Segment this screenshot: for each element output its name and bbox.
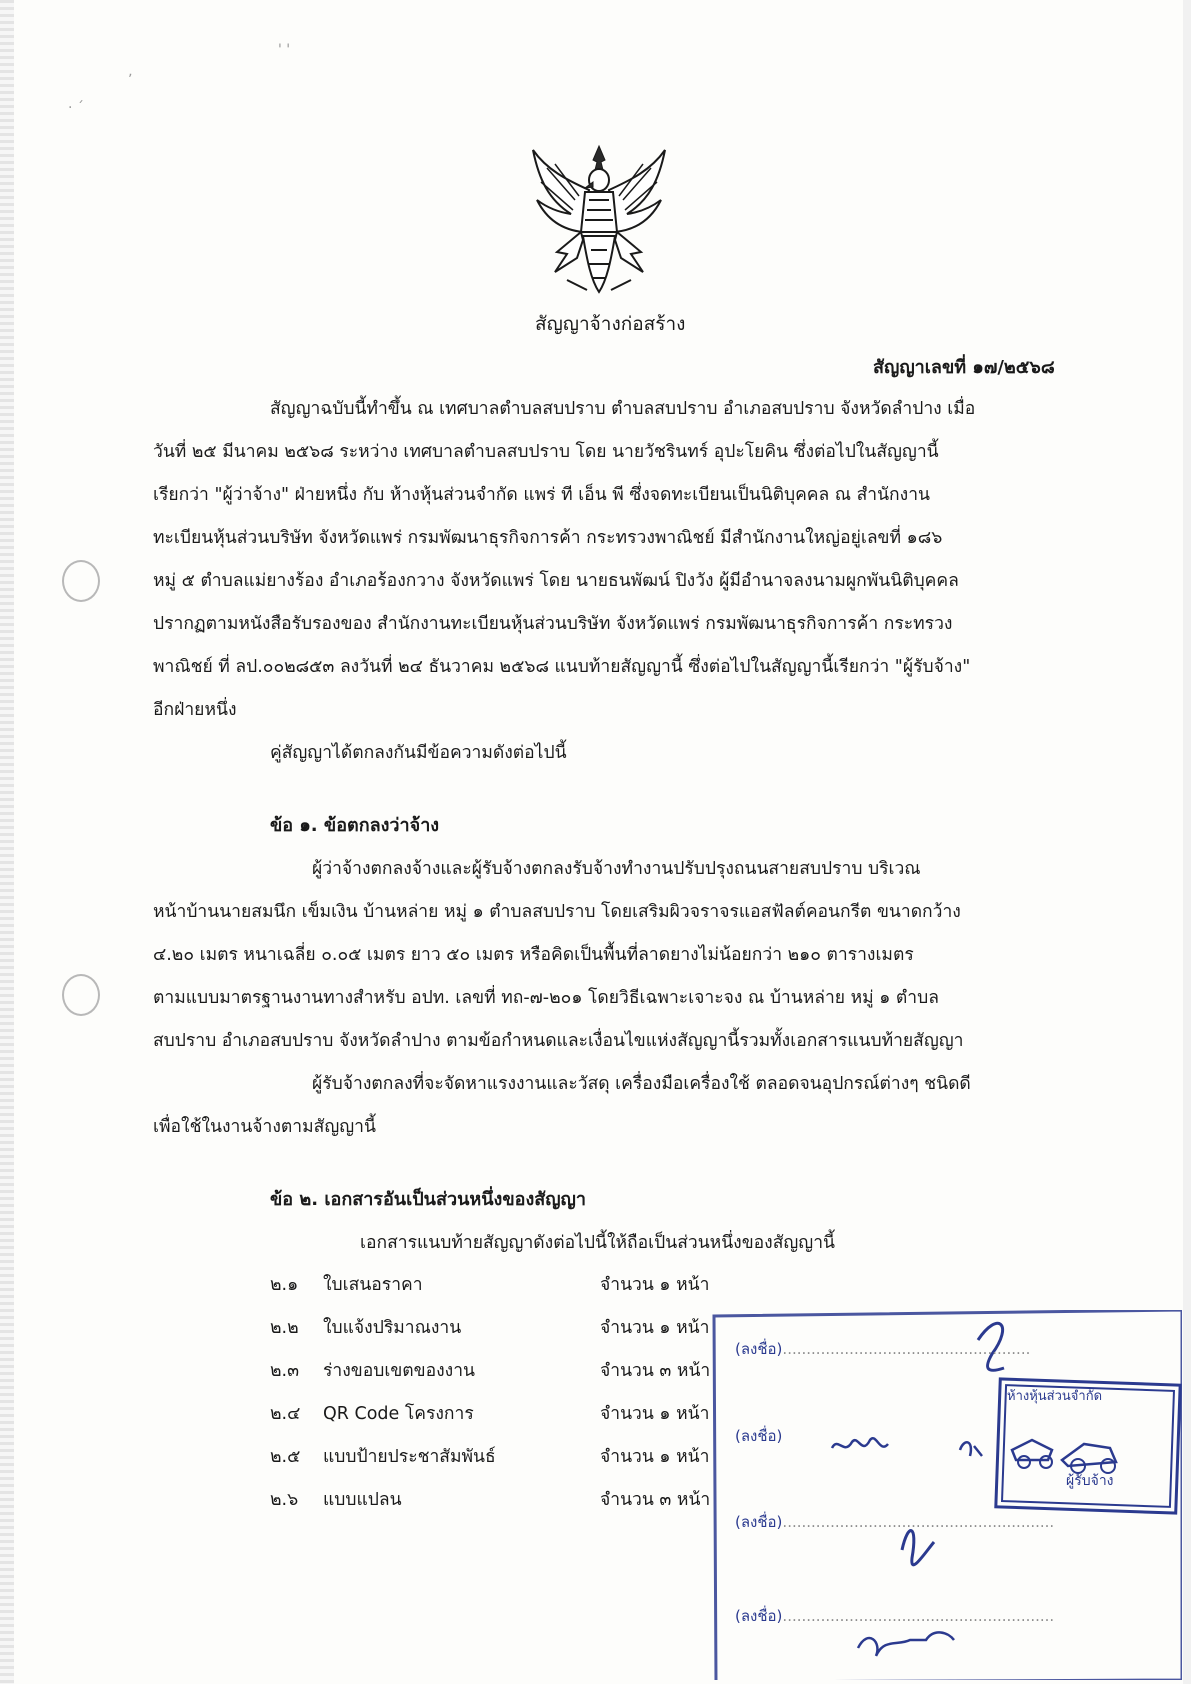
agreement-line: คู่สัญญาได้ตกลงกันมีข้อความดังต่อไปนี้ xyxy=(270,743,567,763)
punch-hole-top xyxy=(62,560,100,602)
garuda-emblem-icon xyxy=(527,140,671,300)
item-number: ๒.๕ xyxy=(270,1447,301,1467)
clause-1-line: สบปราบ อำเภอสบปราบ จังหวัดลำปาง ตามข้อกำหนดและเงื่อนไขแห่งสัญญานี้รวมทั้งเอกสารแนบท้ายสัญญา xyxy=(153,1031,964,1051)
signature-label: (ลงชื่อ) xyxy=(735,1340,783,1358)
intro-line: ปรากฏตามหนังสือรับรองของ สำนักงานทะเบียนหุ้นส่วนบริษัท จังหวัดแพร่ กรมพัฒนาธุรกิจการค้า กระทรวง xyxy=(153,614,953,634)
clause-1-line: ตามแบบมาตรฐานงานทางสำหรับ อปท. เลขที่ ทถ-๗-๒๐๑ โดยวิธีเฉพาะเจาะจง ณ บ้านหล่าย หมู่ ๑ ตำบล xyxy=(153,988,939,1008)
intro-line: พาณิชย์ ที่ ลป.๐๐๒๘๕๓ ลงวันที่ ๒๔ ธันวาคม ๒๕๖๘ แนบท้ายสัญญานี้ ซึ่งต่อไปในสัญญานี้เรียกว่า "ผู้รับจ้าง" xyxy=(153,657,971,677)
item-number: ๒.๖ xyxy=(270,1490,299,1510)
item-qty: จำนวน ๑ หน้า xyxy=(600,1318,710,1338)
clause-1-line: ผู้ว่าจ้างตกลงจ้างและผู้รับจ้างตกลงรับจ้างทำงานปรับปรุงถนนสายสบปราบ บริเวณ xyxy=(312,859,921,879)
signature-label: (ลงชื่อ) xyxy=(735,1427,783,1445)
item-name: QR Code โครงการ xyxy=(323,1404,474,1424)
scan-edge-right xyxy=(1183,0,1191,1684)
signature-line-4: (ลงชื่อ)......................................................... xyxy=(735,1607,1055,1625)
contract-number: สัญญาเลขที่ ๑๗/๒๕๖๘ xyxy=(873,357,1055,378)
scan-edge-left xyxy=(0,0,14,1684)
item-name: แบบแปลน xyxy=(323,1490,402,1510)
scan-speck: ' ' xyxy=(278,42,291,58)
item-qty: จำนวน ๓ หน้า xyxy=(600,1490,711,1510)
clause-2-intro: เอกสารแนบท้ายสัญญาดังต่อไปนี้ให้ถือเป็นส่วนหนึ่งของสัญญานี้ xyxy=(360,1233,836,1253)
item-name: ใบเสนอราคา xyxy=(323,1275,423,1295)
signature-line-1: (ลงชื่อ).................................................... xyxy=(735,1340,1031,1358)
signature-line-3: (ลงชื่อ)......................................................... xyxy=(735,1513,1055,1531)
intro-line: สัญญาฉบับนี้ทำขึ้น ณ เทศบาลตำบลสบปราบ ตำบลสบปราบ อำเภอสบปราบ จังหวัดลำปาง เมื่อ xyxy=(270,399,976,419)
clause-1-heading: ข้อ ๑. ข้อตกลงว่าจ้าง xyxy=(270,815,440,836)
item-number: ๒.๔ xyxy=(270,1404,301,1424)
intro-line: เรียกว่า "ผู้ว่าจ้าง" ฝ่ายหนึ่ง กับ ห้างหุ้นส่วนจำกัด แพร่ ที เอ็น พี ซึ่งจดทะเบียนเป็นนิติบุคคล ณ สำนักงาน xyxy=(153,485,930,505)
intro-line: หมู่ ๕ ตำบลแม่ยางร้อง อำเภอร้องกวาง จังหวัดแพร่ โดย นายธนพัฒน์ ปิงวัง ผู้มีอำนาจลงนามผูกพันนิติบุคคล xyxy=(153,571,959,591)
scan-speck: · ˊ xyxy=(68,100,84,116)
item-qty: จำนวน ๑ หน้า xyxy=(600,1275,710,1295)
item-name: แบบป้ายประชาสัมพันธ์ xyxy=(323,1447,496,1467)
item-qty: จำนวน ๑ หน้า xyxy=(600,1404,710,1424)
scan-speck: ʼ xyxy=(128,72,133,88)
intro-line: ทะเบียนหุ้นส่วนบริษัท จังหวัดแพร่ กรมพัฒนาธุรกิจการค้า กระทรวงพาณิชย์ มีสำนักงานใหญ่อยู่เลขที่ ๑๘๖ xyxy=(153,528,943,548)
item-number: ๒.๒ xyxy=(270,1318,299,1338)
item-number: ๒.๓ xyxy=(270,1361,300,1381)
signature-label: (ลงชื่อ) xyxy=(735,1607,783,1625)
clause-2-heading: ข้อ ๒. เอกสารอันเป็นส่วนหนึ่งของสัญญา xyxy=(270,1189,587,1210)
clause-1-line: ๔.๒๐ เมตร หนาเฉลี่ย ๐.๐๕ เมตร ยาว ๕๐ เมตร หรือคิดเป็นพื้นที่ลาดยางไม่น้อยกว่า ๒๑๐ ตารางเมตร xyxy=(153,945,914,965)
punch-hole-bottom xyxy=(62,974,100,1016)
document-title: สัญญาจ้างก่อสร้าง xyxy=(535,313,686,335)
intro-line: อีกฝ่ายหนึ่ง xyxy=(153,700,237,720)
signature-label: (ลงชื่อ) xyxy=(735,1513,783,1531)
clause-1-line: ผู้รับจ้างตกลงที่จะจัดหาแรงงานและวัสดุ เครื่องมือเครื่องใช้ ตลอดจนอุปกรณ์ต่างๆ ชนิดดี xyxy=(312,1074,971,1094)
intro-line: วันที่ ๒๕ มีนาคม ๒๕๖๘ ระหว่าง เทศบาลตำบลสบปราบ โดย นายวัชรินทร์ อุปะโยคิน ซึ่งต่อไปในสัญญานี้ xyxy=(153,442,939,462)
stamp-company-text: ห้างหุ้นส่วนจำกัด xyxy=(1007,1389,1103,1404)
clause-1-line: เพื่อใช้ในงานจ้างตามสัญญานี้ xyxy=(153,1117,376,1137)
signature-line-2 xyxy=(735,1424,782,1448)
clause-1-line: หน้าบ้านนายสมนึก เข็มเงิน บ้านหล่าย หมู่ ๑ ตำบลสบปราบ โดยเสริมผิวจราจรแอสฟัลต์คอนกรีต ขนาดกว้าง xyxy=(153,902,961,922)
stamp-role-text: ผู้รับจ้าง xyxy=(1066,1473,1114,1489)
item-name: ร่างขอบเขตของงาน xyxy=(323,1361,476,1381)
item-number: ๒.๑ xyxy=(270,1275,299,1295)
item-qty: จำนวน ๓ หน้า xyxy=(600,1361,711,1381)
item-qty: จำนวน ๑ หน้า xyxy=(600,1447,710,1467)
item-name: ใบแจ้งปริมาณงาน xyxy=(323,1318,462,1338)
